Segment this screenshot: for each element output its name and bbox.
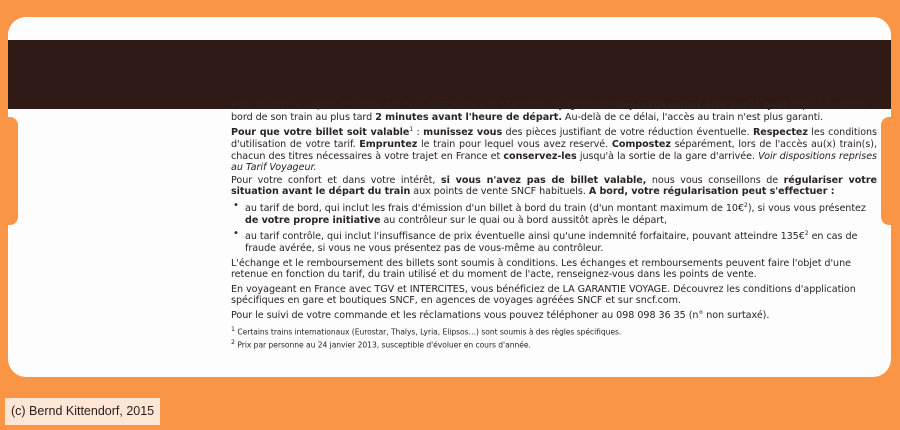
bold-text: si vous n'avez pas de billet valable, bbox=[440, 174, 647, 186]
footnote-2 bbox=[231, 338, 877, 351]
text: aux points de vente SNCF habituels. bbox=[410, 186, 589, 198]
text: nous vous conseillons de bbox=[646, 174, 784, 186]
footnote-text: Certains trains internationaux (Eurostar, Thalys, Lyria, Elipsos…) sont soumis à des règles spécifiques. bbox=[234, 327, 622, 337]
text: au tarif de bord, qui inclut les frais d'émission d'un billet à bord du train (d'un montant maximum de 10€ bbox=[245, 203, 745, 215]
bold-text: conservez-les bbox=[503, 150, 577, 162]
text: Au-delà de ce délai, l'accès au train n'est plus garanti. bbox=[561, 111, 824, 123]
footnote-ref: 1 bbox=[409, 126, 414, 134]
text: au contrôleur sur le quai ou à bord aussitôt après le départ, bbox=[380, 214, 667, 226]
paragraph-garantie: En voyageant en France avec TGV et INTERCITES, vous bénéficiez de LA GARANTIE VOYAGE. Découvrez les conditions d'application spécifiques en gare et boutiques SNCF, en agences de voyages agréées SNCF et sur sncf.com. bbox=[231, 283, 856, 307]
bold-text: 2 minutes avant l'heure de départ. bbox=[375, 111, 562, 123]
list-item-tarif-controle bbox=[245, 228, 877, 254]
bold-text: Empruntez bbox=[359, 138, 418, 150]
list-item-tarif-bord bbox=[245, 200, 877, 226]
paragraph-regularisation bbox=[231, 175, 877, 198]
bold-text: impérativement être sur le quai bbox=[615, 100, 787, 111]
copyright-label: (c) Bernd Kittendorf, 2015 bbox=[5, 398, 160, 425]
paragraph-departure bbox=[231, 100, 877, 123]
text: ), si vous vous présentez bbox=[747, 203, 866, 215]
ticket-notch-right bbox=[881, 117, 891, 225]
text: et prêt à monter à bord de son train au plus tard bbox=[231, 100, 877, 123]
footnote-number: 2 bbox=[231, 339, 235, 347]
text: jusqu'à la sortie de la gare d'arrivée. bbox=[576, 150, 759, 162]
text: Pour votre confort et dans votre intérêt, bbox=[231, 174, 441, 186]
footnote-text: Prix par personne au 24 janvier 2013, susceptible d'évoluer en cours d'année. bbox=[234, 340, 531, 350]
bold-text: régulariser votre situation avant le départ du train bbox=[231, 174, 877, 198]
text: des pièces justifiant de votre réduction éventuelle. bbox=[502, 127, 753, 139]
footnote-1 bbox=[231, 325, 877, 338]
text: les conditions d'utilisation de votre tarif. bbox=[231, 127, 877, 150]
text: le train pour lequel vous avez reservé. bbox=[417, 138, 612, 150]
text: Pour assurer le départ à l'heure des TGV, INTERCITES et TER, tout voyageur doit bbox=[231, 100, 616, 111]
ticket-conditions-text bbox=[231, 100, 877, 352]
text: : bbox=[413, 127, 424, 139]
footnote-ref: 2 bbox=[804, 230, 809, 238]
paragraph-exchange: L'échange et le remboursement des billets sont soumis à conditions. Les échanges et remboursements peuvent faire l'objet d'une retenue en fonction du tarif, du train utilisé et du moment de l'acte, renseignez-vous dans les points de vente. bbox=[231, 257, 851, 281]
bold-text: munissez vous bbox=[423, 127, 503, 139]
bold-text: Respectez bbox=[752, 127, 808, 139]
magnetic-stripe bbox=[8, 40, 891, 109]
italic-text: Voir dispositions reprises au Tarif Voyageur. bbox=[231, 150, 877, 174]
fare-options-list bbox=[231, 200, 877, 255]
bold-text: Compostez bbox=[611, 138, 671, 150]
bold-text: A bord, votre régularisation peut s'effectuer : bbox=[588, 186, 835, 198]
paragraph-validity bbox=[231, 124, 877, 174]
footnote-ref: 2 bbox=[744, 201, 748, 209]
bold-text: Pour que votre billet soit valable bbox=[231, 127, 410, 139]
text: au tarif contrôle, qui inclut l'insuffisance de prix éventuelle ainsi qu'une indemnité forfaitaire, pouvant atteindre 135€ bbox=[245, 231, 805, 243]
text: en cas de fraude avérée, si vous ne vous présentez pas de vous-même au contrôleur. bbox=[245, 231, 858, 255]
paragraph-contact: Pour le suivi de votre commande et les réclamations vous pouvez téléphoner au 098 098 36 35 (n° non surtaxé). bbox=[231, 310, 770, 322]
footnote-number: 1 bbox=[231, 325, 235, 333]
ticket-notch-left bbox=[8, 117, 18, 225]
text: séparément, lors de l'accès au(x) train(s), chacun des titres nécessaires à votre trajet en France et bbox=[231, 138, 877, 162]
bold-text: de votre propre initiative bbox=[245, 214, 381, 226]
